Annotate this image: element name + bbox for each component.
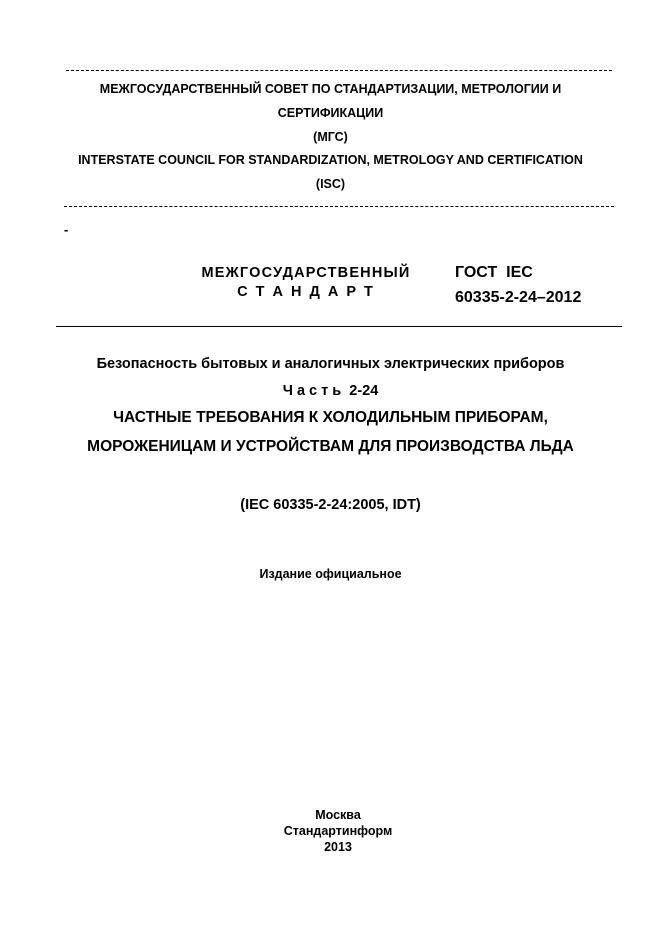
top-dashed-rule: [66, 70, 612, 71]
title-iec-ref: (IEC 60335-2-24:2005, IDT): [240, 497, 421, 513]
title-line1: Безопасность бытовых и аналогичных электрических приборов: [96, 356, 565, 372]
designation-rule: [56, 326, 622, 327]
title-part: Ч а с т ь 2-24: [282, 383, 379, 399]
title-line4: МОРОЖЕНИЦАМ И УСТРОЙСТВАМ ДЛЯ ПРОИЗВОДСТВА ЛЬДА: [87, 438, 574, 455]
imprint-publisher: Стандартинформ: [283, 824, 393, 838]
imprint-city: Москва: [315, 808, 361, 822]
council-ru-line1: МЕЖГОСУДАРСТВЕННЫЙ СОВЕТ ПО СТАНДАРТИЗАЦИИ, МЕТРОЛОГИИ И: [99, 82, 562, 96]
council-en-line1: INTERSTATE COUNCIL FOR STANDARDIZATION, METROLOGY AND CERTIFICATION: [78, 153, 583, 167]
imprint-year: 2013: [324, 840, 352, 854]
header-dashed-rule: [64, 206, 614, 207]
council-ru-line2: СЕРТИФИКАЦИИ: [277, 106, 384, 120]
standard-label-line2: С Т А Н Д А Р Т: [237, 284, 375, 300]
council-en-abbr: (ISC): [315, 177, 346, 191]
standard-code-line1: ГОСТ IEC: [455, 264, 533, 281]
title-line3: ЧАСТНЫЕ ТРЕБОВАНИЯ К ХОЛОДИЛЬНЫМ ПРИБОРАМ,: [113, 409, 548, 426]
standard-label-line1: МЕЖГОСУДАРСТВЕННЫЙ: [201, 265, 411, 281]
edition-label: Издание официальное: [259, 567, 402, 581]
council-ru-abbr: (МГС): [313, 130, 348, 144]
standard-code-line2: 60335-2-24–2012: [455, 289, 582, 306]
stray-dash-mark: -: [64, 222, 69, 237]
